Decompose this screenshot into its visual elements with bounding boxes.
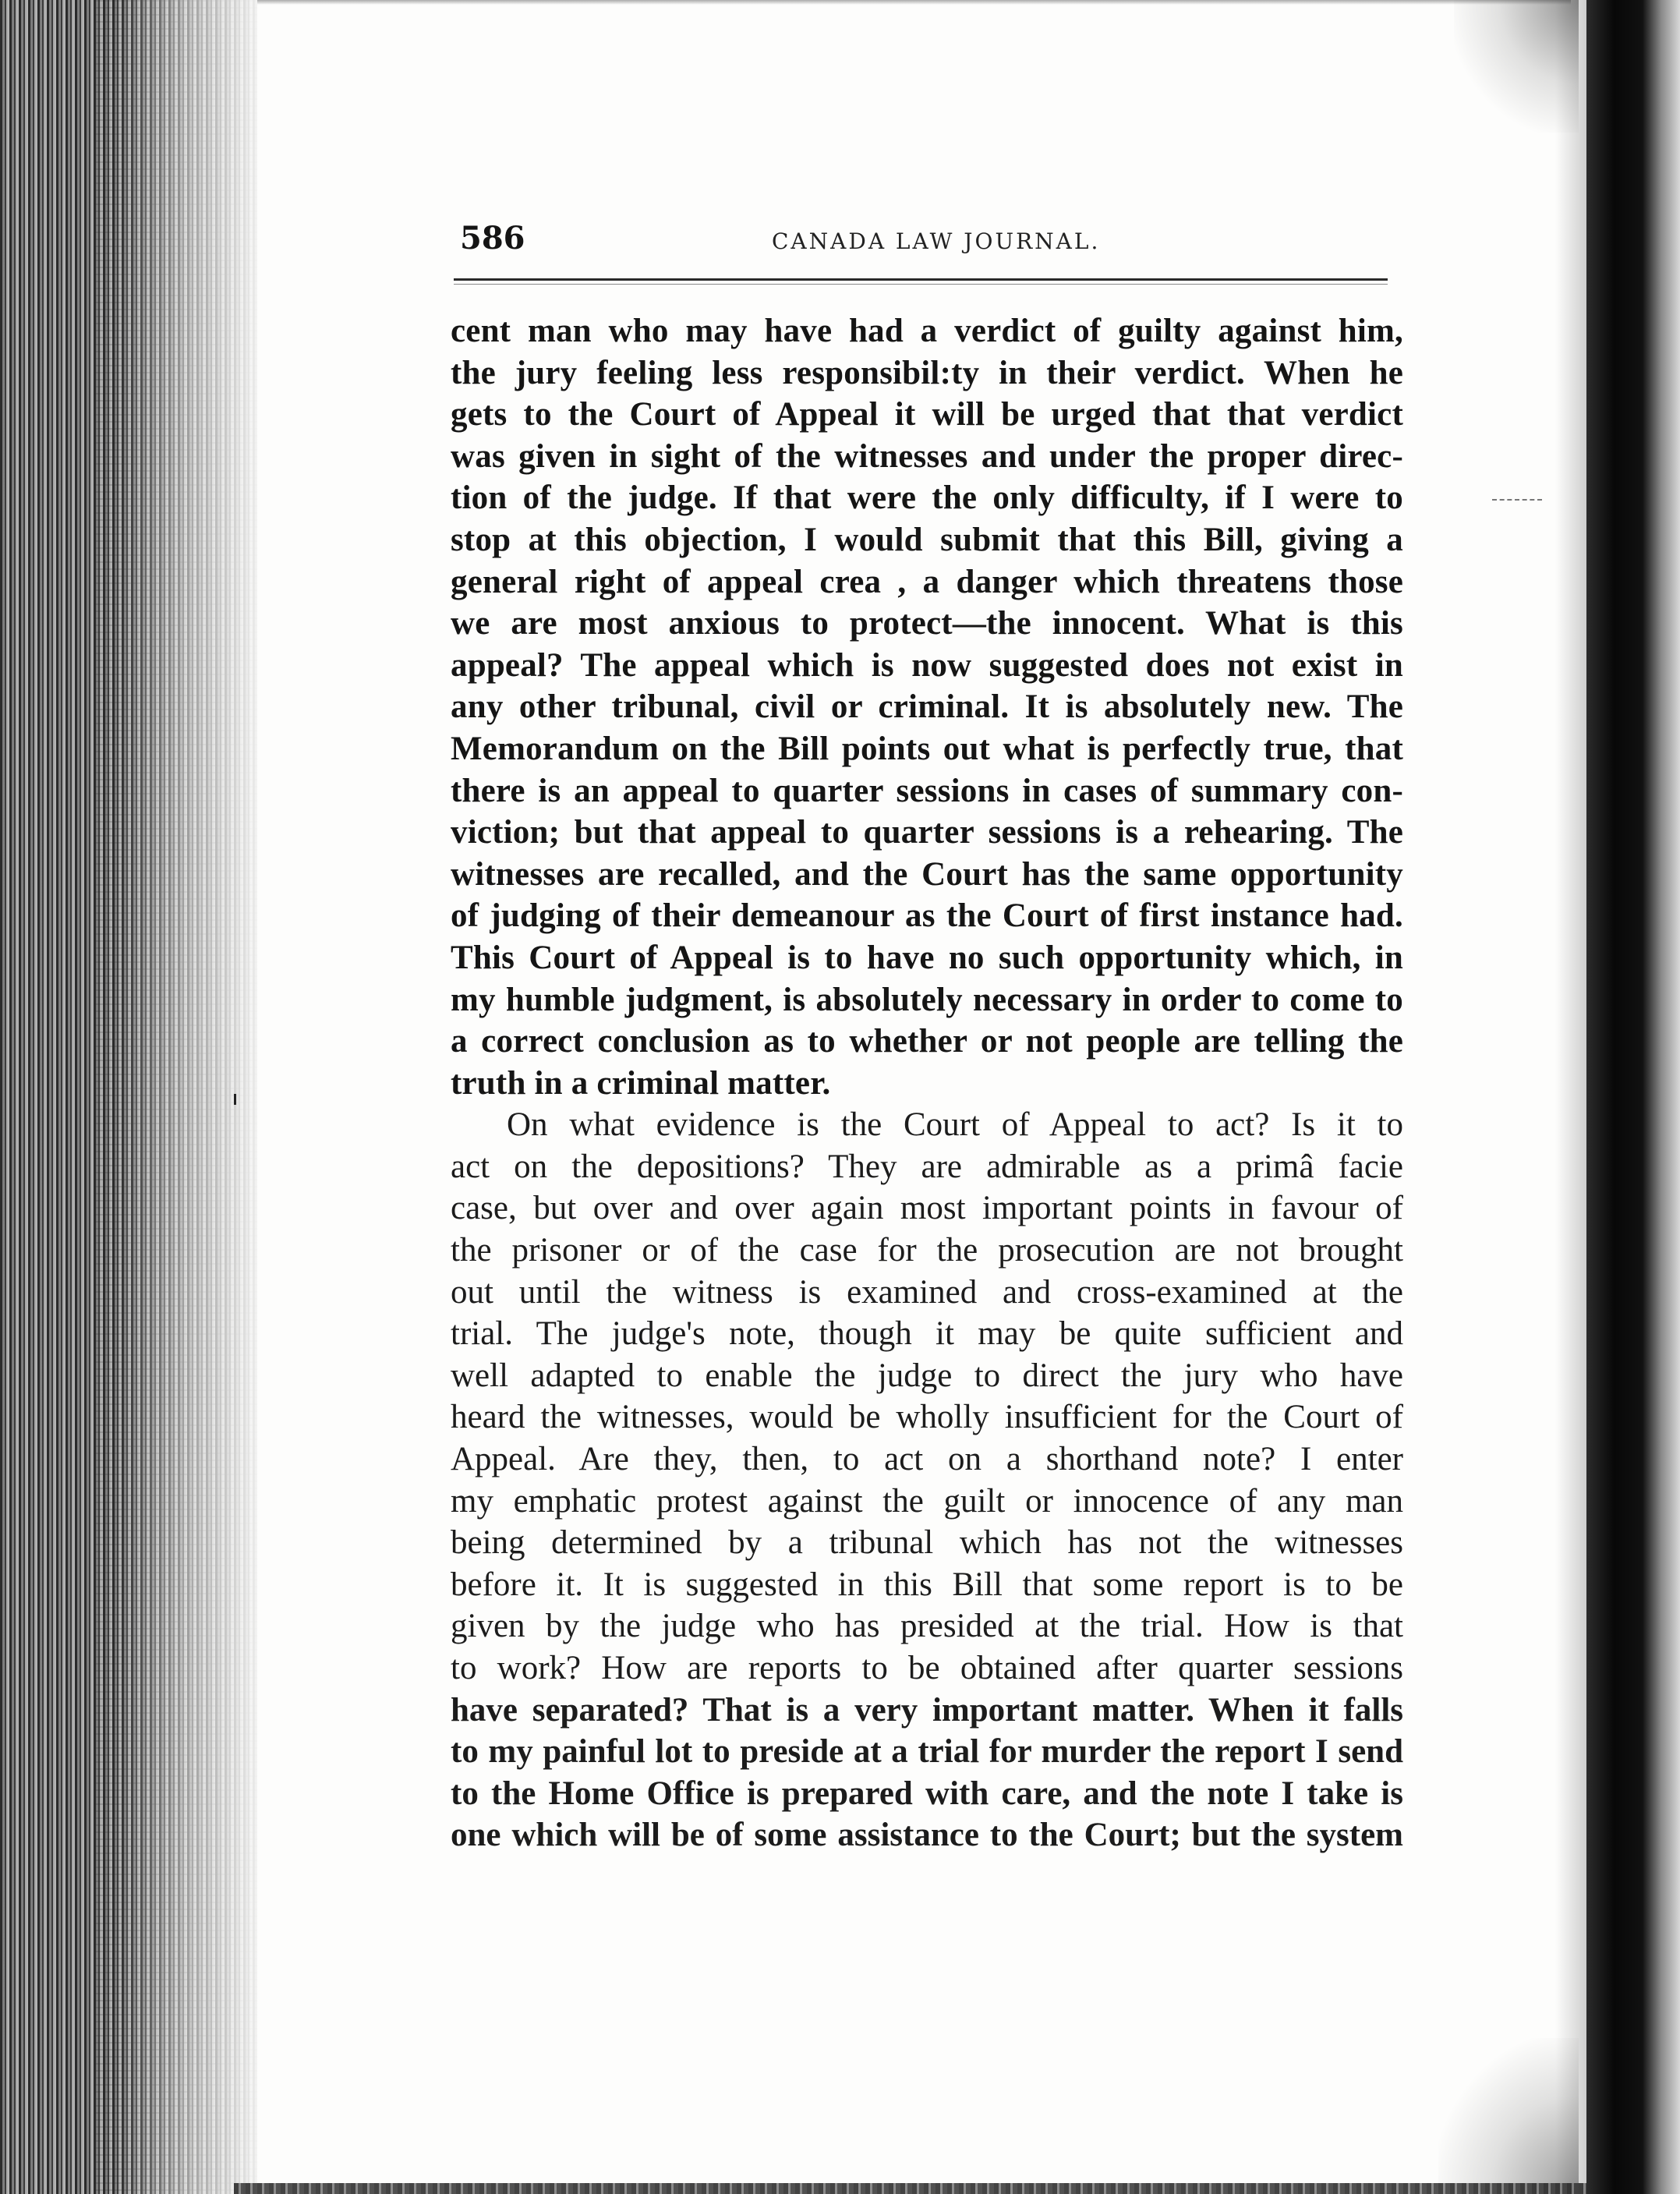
text-line: viction; but that appeal to quarter sessions is a rehearing. The [451, 814, 1403, 851]
text-line: before it. It is suggested in this Bill that some report is to be [451, 1566, 1403, 1603]
text-line: of judging of their demeanour as the Court of first instance had. [451, 897, 1403, 935]
running-head [460, 220, 1388, 267]
text-line: a correct conclusion as to whether or not people are telling the [451, 1023, 1403, 1060]
text-line: have separated? That is a very important matter. When it falls [451, 1691, 1403, 1729]
text-line: Memorandum on the Bill points out what is perfectly true, that [451, 730, 1403, 767]
text-line: one which will be of some assistance to the Court; but the system [451, 1817, 1403, 1854]
paragraph-1 [451, 310, 1403, 1104]
text-line: stop at this objection, I would submit that this Bill, giving a [451, 521, 1403, 558]
gutter-fade [117, 0, 273, 2194]
text-line: being determined by a tribunal which has not the witnesses [451, 1524, 1403, 1562]
text-line: truth in a criminal matter. [451, 1064, 831, 1102]
body-text [451, 310, 1403, 1856]
bottom-page-edge [234, 2183, 1586, 2194]
text-line: given by the judge who has presided at the trial. How is that [451, 1608, 1403, 1645]
text-line: On what evidence is the Court of Appeal to act? Is it to [507, 1106, 1403, 1144]
text-line: any other tribunal, civil or criminal. It is absolutely new. The [451, 688, 1403, 726]
text-line: my humble judgment, is absolutely necessary in order to come to [451, 981, 1403, 1018]
text-line: case, but over and over again most important points in favour of [451, 1190, 1403, 1227]
text-line: general right of appeal crea , a danger which threatens those [451, 563, 1403, 600]
text-line: trial. The judge's note, though it may be quite sufficient and [451, 1315, 1403, 1353]
page-number: 586 [460, 220, 525, 257]
margin-dash [1492, 499, 1542, 501]
margin-mark [234, 1094, 236, 1105]
text-line: my emphatic protest against the guilt or innocence of any man [451, 1482, 1403, 1520]
bottom-right-corner-noise [1438, 2038, 1579, 2194]
text-line: appeal? The appeal which is now suggested does not exist in [451, 646, 1403, 684]
text-line: Appeal. Are they, then, to act on a shorthand note? I enter [451, 1441, 1403, 1478]
text-line: we are most anxious to protect—the innocent. What is this [451, 605, 1403, 642]
text-line: to the Home Office is prepared with care, and the note I take is [451, 1775, 1403, 1812]
header-rule-thin [454, 284, 1388, 285]
text-line: tion of the judge. If that were the only difficulty, if I were to [451, 479, 1403, 517]
text-line: was given in sight of the witnesses and under the proper direc- [451, 437, 1403, 475]
text-line: act on the depositions? They are admirable as a primâ facie [451, 1148, 1403, 1185]
text-line: to work? How are reports to be obtained after quarter sessions [451, 1650, 1403, 1686]
text-line: gets to the Court of Appeal it will be urged that that verdict [451, 396, 1403, 433]
text-line: to my painful lot to preside at a trial for murder the report I send [451, 1733, 1403, 1771]
paragraph-2 [451, 1104, 1403, 1856]
top-right-corner-noise [1454, 0, 1579, 133]
text-line: out until the witness is examined and cross-examined at the [451, 1273, 1403, 1311]
right-page-edge [1586, 0, 1680, 2194]
right-edge-shadow [1555, 0, 1586, 2194]
text-line: well adapted to enable the judge to direct the jury who have [451, 1357, 1403, 1394]
text-line: heard the witnesses, would be wholly insufficient for the Court of [451, 1399, 1403, 1436]
top-page-edge [257, 0, 1571, 5]
text-line: cent man who may have had a verdict of guilty against him, [451, 313, 1403, 349]
text-line: This Court of Appeal is to have no such opportunity which, in [451, 939, 1403, 976]
header-rule [454, 278, 1388, 281]
text-line: the prisoner or of the case for the prosecution are not brought [451, 1232, 1403, 1269]
text-line: witnesses are recalled, and the Court has the same opportunity [451, 855, 1403, 893]
text-line: the jury feeling less responsibil:ty in their verdict. When he [451, 354, 1403, 391]
text-line: there is an appeal to quarter sessions in cases of summary con- [451, 772, 1403, 809]
journal-title: CANADA LAW JOURNAL. [772, 228, 1101, 254]
